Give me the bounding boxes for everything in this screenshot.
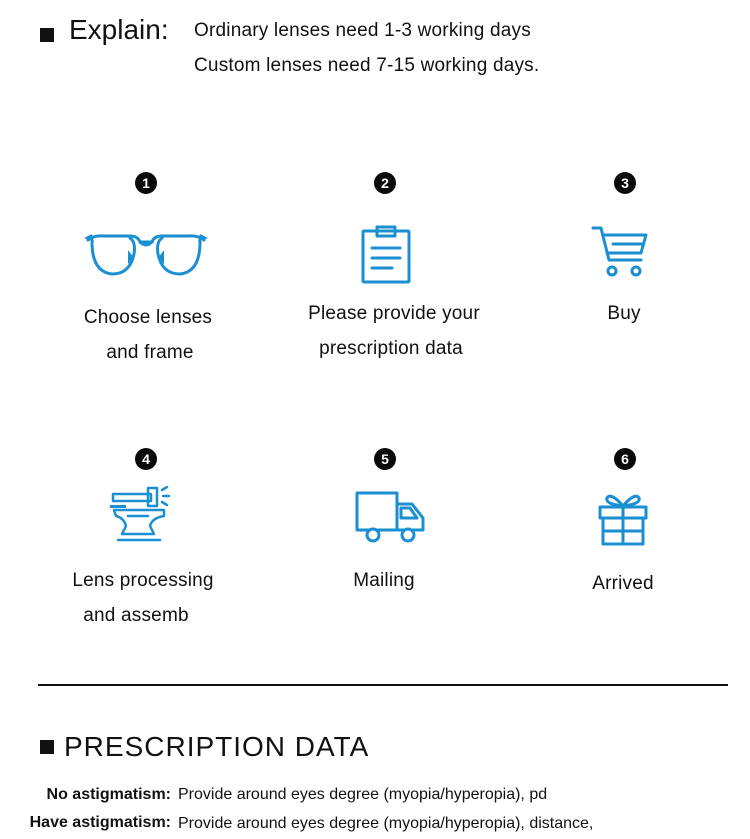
anvil-hammer-icon xyxy=(108,486,170,549)
section-divider xyxy=(38,684,728,686)
step-6-number: 6 xyxy=(614,448,636,470)
step-1-label-line-1: Choose lenses xyxy=(83,307,213,328)
prescription-title: PRESCRIPTION DATA xyxy=(64,731,370,762)
step-4-label-line-1: Lens processing xyxy=(72,570,214,591)
bullet-square-icon xyxy=(40,740,54,754)
step-6-label-line-1: Arrived xyxy=(592,573,654,594)
step-3-label-line-1: Buy xyxy=(607,303,641,324)
glasses-icon xyxy=(82,228,210,289)
step-5-label-line-1: Mailing xyxy=(353,570,415,591)
step-3-number: 3 xyxy=(614,172,636,194)
bullet-square-icon xyxy=(40,28,54,42)
step-2-label-line-2: prescription data xyxy=(319,338,463,359)
no-astigmatism-label: No astigmatism: xyxy=(46,786,171,803)
step-4-number: 4 xyxy=(135,448,157,470)
step-4-label-line-2: and assemb xyxy=(83,605,189,626)
shopping-cart-icon xyxy=(591,225,649,284)
delivery-truck-icon xyxy=(354,490,426,549)
explain-title: Explain: xyxy=(69,14,169,45)
gift-box-icon xyxy=(597,490,649,553)
no-astigmatism-value: Provide around eyes degree (myopia/hyperopia), pd xyxy=(178,786,548,803)
clipboard-icon xyxy=(360,224,412,289)
explain-line-2: Custom lenses need 7-15 working days. xyxy=(194,55,540,76)
step-5-number: 5 xyxy=(374,448,396,470)
have-astigmatism-value: Provide around eyes degree (myopia/hyperopia), distance, xyxy=(178,815,594,832)
explain-line-1: Ordinary lenses need 1-3 working days xyxy=(194,20,531,41)
have-astigmatism-label: Have astigmatism: xyxy=(29,814,171,831)
step-1-label-line-2: and frame xyxy=(106,342,194,363)
step-2-number: 2 xyxy=(374,172,396,194)
step-1-number: 1 xyxy=(135,172,157,194)
step-2-label-line-1: Please provide your xyxy=(308,303,480,324)
